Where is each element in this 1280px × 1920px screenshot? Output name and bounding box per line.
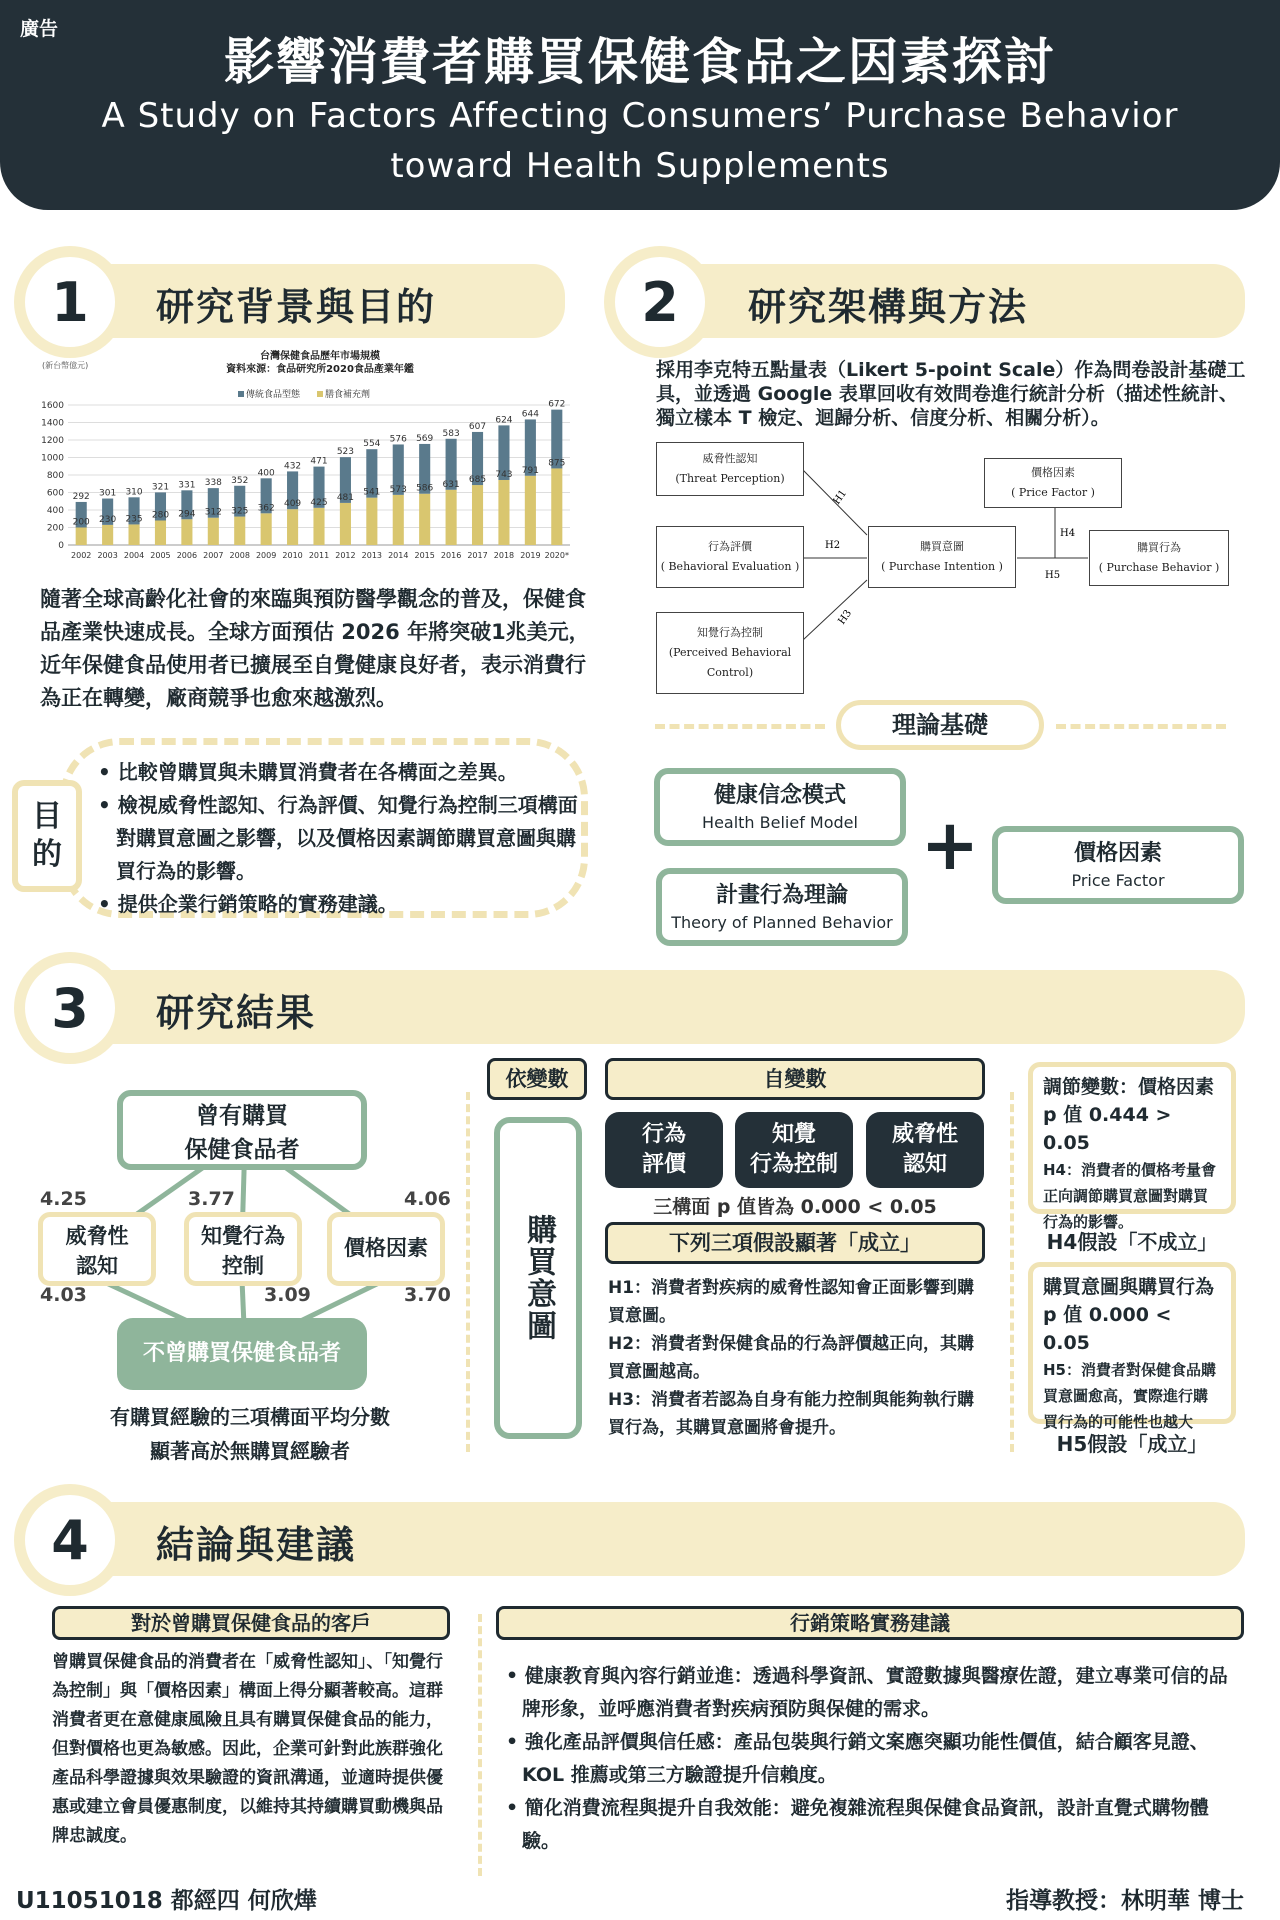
label-traditional-2018: 624 (495, 415, 513, 426)
xtick-2020*: 2020* (544, 551, 569, 560)
score-top-price: 4.06 (404, 1188, 451, 1210)
label-traditional-2002: 292 (72, 491, 90, 502)
ad-label: 廣告 (20, 18, 59, 40)
ytick-6: 1200 (41, 436, 64, 446)
bar-supplement-2015 (419, 494, 430, 545)
score-top-control: 3.77 (188, 1188, 235, 1210)
xtick-2002: 2002 (71, 551, 92, 560)
label-traditional-2019: 644 (521, 409, 539, 420)
purpose-item: • 比較曾購買與未購買消費者在各構面之差異。 (98, 760, 518, 784)
label-traditional-2010: 432 (283, 461, 302, 472)
bar-supplement-2012 (340, 503, 351, 545)
theory-price (992, 826, 1244, 904)
ib-desc: H5：消費者對保健食品購買意圖愈高，實際進行購買行為的可能性也越大 (1043, 1361, 1216, 1431)
factor-threat: 威脅性 認知 (38, 1212, 156, 1286)
label-supplement-2010: 409 (283, 499, 302, 510)
ytick-7: 1400 (41, 418, 64, 429)
label-h4: H4 (1060, 528, 1076, 539)
hypothesis-h2: H2：消費者對保健食品的行為評價越正向，其購買意圖越高。 (608, 1334, 975, 1382)
label-traditional-2005: 321 (151, 482, 170, 493)
strategy-text-2: 強化產品評價與信任感：產品包裝與行銷文案應突顯功能性價值，結合顧客見證、KOL 推薦或第三方驗證提升信賴度。 (522, 1731, 1209, 1786)
purpose-text-3: 提供企業行銷策略的實務建議。 (117, 892, 398, 916)
arrow-h3 (803, 580, 867, 640)
iv-eval: 行為 評價 (605, 1112, 723, 1188)
intention-behavior-box (1028, 1262, 1236, 1431)
theory-hbm (654, 768, 906, 846)
chart-grid (41, 401, 570, 551)
tpb-zh: 計畫行為理論 (715, 883, 848, 908)
chart-ylabel: (新台幣億元) (42, 361, 89, 370)
comparison-caption: 有購買經驗的三項構面平均分數 顯著高於無購買經驗者 (110, 1405, 390, 1463)
label-supplement-2008: 325 (231, 506, 249, 517)
theory-divider-left (655, 724, 825, 729)
iv-control: 知覺 行為控制 (735, 1112, 853, 1188)
dv-value: 購買意圖 (521, 1214, 556, 1342)
bar-supplement-2011 (313, 508, 324, 545)
ytick-2: 400 (46, 506, 64, 516)
conclusion-left-text: 曾購買保健食品的消費者在「威脅性認知」、「知覺行為控制」與「價格因素」構面上得分顯著較高。這群消費者更在意健康風險且具有購買保健食品的能力，但對價格也更為敏感。因此，企業可針對此族群強化產品科學證據與效果驗證的資訊溝通，並適時提供優惠或建立會員優惠制度，以維持其持續購買動機與品牌忠誠度。 (52, 1652, 443, 1846)
label-supplement-2013: 541 (363, 487, 381, 498)
node-threat-en: (Threat Perception) (675, 472, 785, 485)
h4-result: H4假設「不成立」 (1046, 1230, 1218, 1254)
purpose-label: 目的 (12, 780, 82, 892)
ib-title: 購買意圖與購買行為 (1043, 1276, 1215, 1298)
legend-swatch-0 (238, 391, 244, 397)
node-perceived-control (656, 612, 804, 694)
xtick-2019: 2019 (520, 551, 541, 560)
label-supplement-2017: 685 (468, 475, 487, 486)
chart-title: 台灣保健食品歷年市場規模 (260, 351, 380, 362)
bar-supplement-2009 (261, 513, 272, 545)
bar-supplement-2003 (102, 525, 113, 545)
label-supplement-2003: 230 (99, 514, 117, 525)
theory-label: 理論基礎 (836, 700, 1044, 750)
moderator-title: 調節變數：價格因素 (1043, 1076, 1215, 1098)
section2-number: 2 (604, 246, 716, 358)
purpose-list (98, 756, 578, 921)
node-price-en: ( Price Factor ) (1011, 486, 1095, 499)
label-traditional-2004: 310 (125, 487, 143, 498)
label-supplement-2004: 235 (125, 514, 143, 525)
label-supplement-2020*: 875 (548, 458, 566, 469)
xtick-2015: 2015 (414, 551, 435, 560)
xtick-2011: 2011 (308, 551, 330, 560)
legend-label-0: 傳統食品型態 (246, 390, 301, 400)
score-bottom-control: 3.09 (264, 1284, 311, 1306)
bar-supplement-2020* (551, 468, 562, 545)
ytick-3: 600 (46, 488, 64, 499)
label-supplement-2002: 200 (72, 517, 90, 528)
theory-divider-right (1056, 724, 1226, 729)
label-supplement-2011: 425 (310, 497, 328, 508)
node-price-zh: 價格因素 (1031, 466, 1075, 479)
xtick-2012: 2012 (335, 551, 356, 560)
xtick-2005: 2005 (150, 551, 171, 560)
footer-advisor: 指導教授：林明華 博士 (1005, 1888, 1244, 1914)
footer-student: U11051018 都經四 何欣燁 (16, 1888, 317, 1914)
strategy-item: • 健康教育與內容行銷並進：透過科學資訊、實證數據與醫療佐證，建立專業可信的品牌形象，並呼應消費者對疾病預防與保健的需求。 (506, 1665, 1228, 1720)
label-supplement-2007: 312 (204, 507, 222, 518)
factor-control: 知覺行為 控制 (184, 1212, 302, 1286)
xtick-2006: 2006 (176, 551, 198, 560)
bar-supplement-2019 (525, 476, 536, 545)
purpose-text-2: 檢視威脅性認知、行為評價、知覺行為控制三項構面對購買意圖之影響，以及價格因素調節購買意圖與購買行為的影響。 (116, 793, 578, 883)
xtick-2003: 2003 (97, 551, 118, 560)
hbm-zh: 健康信念模式 (713, 783, 846, 808)
node-control-zh: 知覺行為控制 (697, 626, 763, 639)
label-traditional-2016: 583 (442, 428, 460, 439)
hbm-en: Health Belief Model (702, 813, 858, 832)
label-traditional-2003: 301 (99, 488, 117, 499)
ytick-0: 0 (58, 541, 64, 551)
bar-supplement-2013 (366, 498, 377, 545)
group-bought: 曾有購買 保健食品者 (117, 1090, 367, 1170)
purpose-item: • 提供企業行銷策略的實務建議。 (98, 892, 398, 916)
label-supplement-2019: 791 (521, 465, 539, 476)
legend-swatch-1 (317, 391, 323, 397)
iv-pvalue: 三構面 p 值皆為 0.000 < 0.05 (653, 1196, 937, 1218)
section2-paragraph: 採用李克特五點量表（Likert 5-point Scale）作為問卷設計基礎工具，並透過 Google 表單回收有效問卷進行統計分析（描述性統計、獨立樣本 T 檢定、迴歸分析、信度分析、相關分析）。 (656, 359, 1246, 429)
label-traditional-2017: 607 (468, 421, 487, 432)
bar-supplement-2002 (76, 528, 87, 546)
price-en: Price Factor (1071, 871, 1165, 890)
score-bottom-price: 3.70 (404, 1284, 451, 1306)
iv-label: 自變數 (605, 1058, 985, 1100)
node-threat-zh: 威脅性認知 (702, 452, 758, 465)
section2-title: 研究架構與方法 (748, 285, 1029, 329)
strategy-text-3: 簡化消費流程與提升自我效能：避免複雜流程與保健食品資訊，設計直覺式購物體驗。 (522, 1797, 1209, 1852)
strategy-list (506, 1660, 1246, 1858)
node-behavioral-evaluation (656, 526, 804, 588)
conclusion-left-title: 對於曾購買保健食品的客戶 (52, 1606, 450, 1640)
label-supplement-2012: 481 (336, 492, 355, 503)
section1-paragraph: 隨著全球高齡化社會的來臨與預防醫學觀念的普及，保健食品產業快速成長。全球方面預估 2026 年將突破1兆美元，近年保健食品使用者已擴展至自覺健康良好者，表示消費行為正在轉變，廠商競爭也愈來越激烈。 (40, 587, 590, 710)
bar-supplement-2014 (393, 495, 404, 545)
plus-sign: + (920, 804, 980, 886)
iv-threat: 威脅性 認知 (866, 1112, 984, 1188)
bar-supplement-2010 (287, 509, 298, 545)
chart-subtitle: 資料來源：食品研究所2020食品產業年鑑 (226, 364, 414, 375)
section3-number: 3 (14, 952, 126, 1064)
dv-label: 依變數 (487, 1058, 587, 1100)
xtick-2010: 2010 (282, 551, 303, 560)
dv-box (494, 1117, 582, 1439)
label-traditional-2009: 400 (257, 468, 275, 479)
xtick-2016: 2016 (440, 551, 462, 560)
factor-price: 價格因素 (327, 1212, 445, 1286)
strategy-text-1: 健康教育與內容行銷並進：透過科學資訊、實證數據與醫療佐證，建立專業可信的品牌形象，並呼應消費者對疾病預防與保健的需求。 (522, 1665, 1228, 1720)
node-control-en2: Control) (706, 666, 754, 679)
page-title: 影響消費者購買保健食品之因素探討 (224, 33, 1056, 91)
bar-supplement-2017 (472, 485, 483, 545)
xtick-2009: 2009 (255, 551, 277, 560)
bar-supplement-2006 (181, 519, 192, 545)
bar-supplement-2008 (234, 517, 245, 545)
label-h1: H1 (831, 488, 850, 507)
node-price-factor (984, 458, 1122, 508)
section1-title: 研究背景與目的 (156, 285, 437, 329)
label-traditional-2013: 554 (363, 439, 381, 450)
label-supplement-2016: 631 (442, 479, 460, 490)
ib-pvalue: p 值 0.000 < 0.05 (1043, 1304, 1172, 1354)
price-zh: 價格因素 (1073, 841, 1162, 866)
ytick-4: 800 (46, 471, 64, 481)
market-size-chart (30, 345, 575, 570)
hypothesis-h1: H1：消費者對疾病的威脅性認知會正面影響到購買意圖。 (608, 1278, 975, 1326)
node-intent-zh: 購買意圖 (920, 540, 964, 553)
bar-supplement-2005 (155, 521, 166, 546)
xtick-2013: 2013 (361, 551, 383, 560)
purpose-text-1: 比較曾購買與未購買消費者在各構面之差異。 (117, 760, 518, 784)
node-eval-en: ( Behavioral Evaluation ) (660, 560, 800, 573)
label-traditional-2014: 576 (389, 434, 407, 445)
node-purchase-behavior (1089, 530, 1229, 586)
score-top-threat: 4.25 (40, 1188, 87, 1210)
label-supplement-2015: 586 (416, 483, 434, 494)
xtick-2017: 2017 (467, 551, 488, 560)
label-h5: H5 (1045, 570, 1061, 581)
section3-title: 研究結果 (156, 991, 317, 1035)
label-traditional-2015: 569 (416, 433, 434, 444)
hypothesis-title: 下列三項假設顯著「成立」 (605, 1222, 985, 1264)
page-title-en-line2: toward Health Supplements (390, 146, 890, 186)
score-bottom-threat: 4.03 (40, 1284, 87, 1306)
label-supplement-2006: 294 (178, 509, 196, 520)
purpose-item: • 檢視威脅性認知、行為評價、知覺行為控制三項構面對購買意圖之影響，以及價格因素調節購買意圖與購買行為的影響。 (98, 793, 578, 883)
node-control-en1: (Perceived Behavioral (668, 646, 792, 659)
label-traditional-2007: 338 (204, 478, 222, 489)
moderator-pvalue: p 值 0.444 > 0.05 (1043, 1104, 1172, 1154)
xtick-2004: 2004 (123, 551, 145, 560)
label-h3: H3 (836, 608, 855, 627)
divider-3b (1010, 1092, 1014, 1452)
h5-result: H5假設「成立」 (1056, 1432, 1208, 1456)
bar-supplement-2004 (129, 524, 140, 545)
tpb-en: Theory of Planned Behavior (671, 913, 893, 932)
bar-supplement-2007 (208, 518, 219, 545)
ytick-1: 200 (46, 523, 64, 534)
label-supplement-2018: 743 (495, 469, 513, 480)
label-traditional-2020*: 672 (548, 399, 566, 410)
xtick-2014: 2014 (388, 551, 409, 560)
label-traditional-2008: 352 (231, 475, 249, 486)
node-eval-zh: 行為評價 (708, 540, 752, 553)
divider-4 (478, 1614, 482, 1876)
node-behavior-en: ( Purchase Behavior ) (1098, 561, 1220, 574)
xtick-2008: 2008 (229, 551, 250, 560)
moderator-desc: H4：消費者的價格考量會正向調節購買意圖對購買行為的影響。 (1043, 1161, 1216, 1231)
xtick-2007: 2007 (203, 551, 224, 560)
conclusion-right-title: 行銷策略實務建議 (496, 1606, 1244, 1640)
node-threat-perception (656, 442, 804, 496)
theory-tpb (656, 868, 908, 946)
hypothesis-h3: H3：消費者若認為自身有能力控制與能夠執行購買行為，其購買意圖將會提升。 (608, 1390, 975, 1438)
label-supplement-2009: 362 (257, 503, 275, 514)
node-behavior-zh: 購買行為 (1137, 541, 1181, 554)
bar-supplement-2018 (498, 480, 509, 545)
moderator-box (1028, 1062, 1236, 1231)
legend-label-1: 膳食補充劑 (325, 390, 371, 400)
group-not-bought: 不曾購買保健食品者 (117, 1318, 367, 1390)
chart-bars (71, 400, 569, 560)
node-purchase-intention (868, 526, 1016, 588)
label-traditional-2006: 331 (178, 480, 196, 491)
hypothesis-list (608, 1274, 983, 1442)
label-supplement-2014: 573 (389, 484, 407, 495)
xtick-2018: 2018 (493, 551, 515, 560)
divider-3a (466, 1092, 470, 1452)
chart-svg (30, 345, 575, 570)
label-h2: H2 (825, 540, 841, 551)
strategy-item: • 強化產品評價與信任感：產品包裝與行銷文案應突顯功能性價值，結合顧客見證、KOL 推薦或第三方驗證提升信賴度。 (506, 1731, 1209, 1786)
section4-number: 4 (14, 1484, 126, 1596)
bar-supplement-2016 (446, 490, 457, 545)
page-title-en-line1: A Study on Factors Affecting Consumers’ Purchase Behavior (101, 96, 1179, 136)
node-intent-en: ( Purchase Intention ) (881, 560, 1003, 573)
label-traditional-2012: 523 (336, 447, 355, 458)
ytick-8: 1600 (41, 401, 64, 411)
strategy-item: • 簡化消費流程與提升自我效能：避免複雜流程與保健食品資訊，設計直覺式購物體驗。 (506, 1797, 1209, 1852)
ytick-5: 1000 (41, 453, 64, 464)
section1-number: 1 (14, 246, 126, 358)
section4-title: 結論與建議 (156, 1523, 357, 1567)
label-supplement-2005: 280 (151, 510, 170, 521)
label-traditional-2011: 471 (310, 456, 328, 467)
